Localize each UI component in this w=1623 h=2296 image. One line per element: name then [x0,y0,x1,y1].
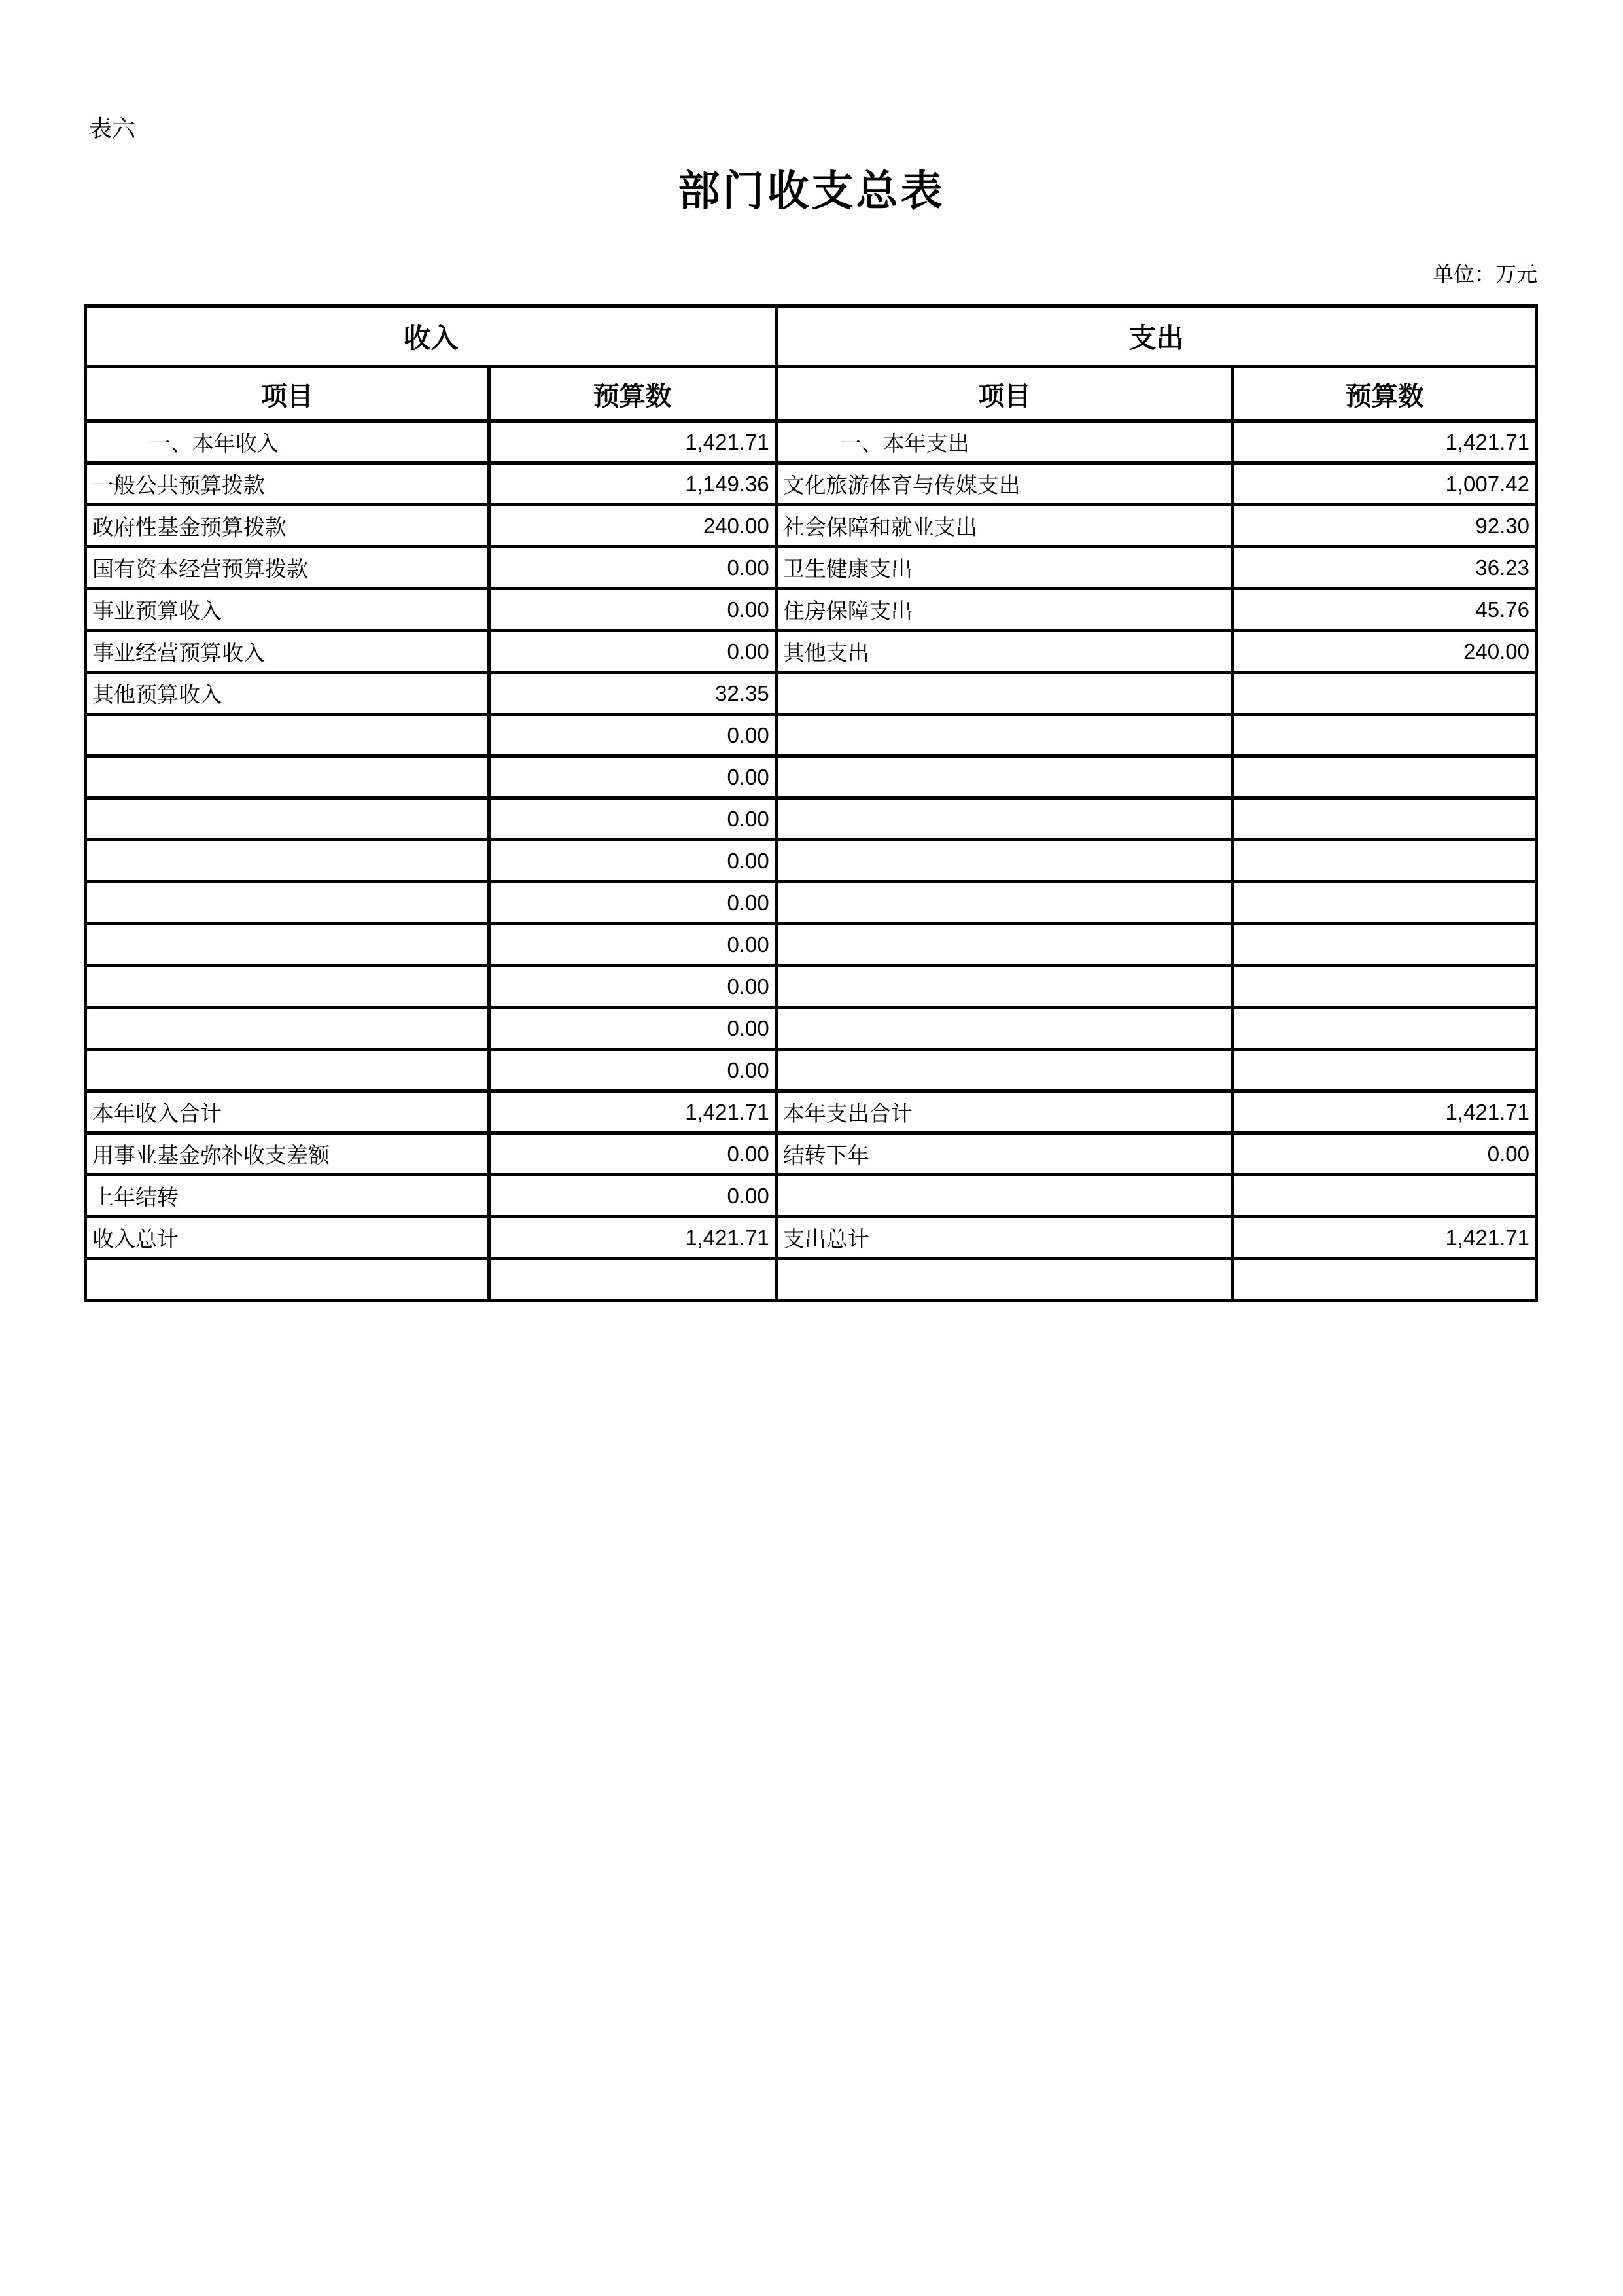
table-row [86,1050,1537,1091]
table-row [86,715,1537,756]
table-row [86,1008,1537,1050]
expense-value-cell [1233,882,1537,924]
expense-value-cell [1233,1175,1537,1217]
expense-value-cell [1233,715,1537,756]
expense-item-cell [776,673,1233,715]
table-number-label: 表六 [88,116,136,142]
income-value-cell: 0.00 [489,547,776,589]
table-row [86,756,1537,798]
table-row [86,882,1537,924]
income-value-cell: 0.00 [489,924,776,966]
expense-value-cell: 1,007.42 [1233,463,1537,505]
expense-value-cell [1233,840,1537,882]
expense-value-cell: 0.00 [1233,1133,1537,1175]
income-value-cell: 0.00 [489,840,776,882]
income-item-cell [86,882,489,924]
income-item-cell [86,924,489,966]
expense-item-cell: 本年支出合计 [776,1091,1233,1133]
income-value-cell: 240.00 [489,505,776,547]
expense-value-cell [1233,1259,1537,1301]
income-value-cell: 0.00 [489,756,776,798]
table-row [86,631,1537,673]
expense-value-cell [1233,966,1537,1008]
income-value-cell: 0.00 [489,798,776,840]
income-item-cell: 一、本年收入 [86,421,489,463]
income-item-cell: 收入总计 [86,1217,489,1259]
expense-item-cell [776,715,1233,756]
income-budget-column-header: 预算数 [489,367,776,421]
expense-value-cell: 1,421.71 [1233,421,1537,463]
income-value-cell: 32.35 [489,673,776,715]
expense-value-cell: 92.30 [1233,505,1537,547]
income-value-cell: 1,421.71 [489,1217,776,1259]
expense-item-cell [776,1008,1233,1050]
income-value-cell: 0.00 [489,631,776,673]
expense-item-cell [776,924,1233,966]
table-row [86,505,1537,547]
income-value-cell: 1,149.36 [489,463,776,505]
income-item-cell [86,1008,489,1050]
expense-item-cell [776,966,1233,1008]
expense-value-cell: 45.76 [1233,589,1537,631]
income-item-cell [86,1050,489,1091]
expense-value-cell [1233,1008,1537,1050]
income-item-cell: 本年收入合计 [86,1091,489,1133]
expense-item-column-header: 项目 [776,367,1233,421]
income-item-cell: 上年结转 [86,1175,489,1217]
income-value-cell: 0.00 [489,1050,776,1091]
table-row [86,1091,1537,1133]
expense-item-cell: 卫生健康支出 [776,547,1233,589]
income-item-cell [86,1259,489,1301]
unit-note: 单位：万元 [1432,262,1537,286]
page-title: 部门收支总表 [678,168,945,215]
income-item-cell [86,756,489,798]
income-item-cell: 用事业基金弥补收支差额 [86,1133,489,1175]
income-value-cell: 0.00 [489,1008,776,1050]
table-row [86,798,1537,840]
income-item-cell: 政府性基金预算拨款 [86,505,489,547]
column-header-row [86,367,1537,421]
expense-item-cell: 支出总计 [776,1217,1233,1259]
table-row [86,1259,1537,1301]
table-row [86,966,1537,1008]
table-body [86,421,1537,1301]
expense-value-cell [1233,756,1537,798]
income-item-cell [86,840,489,882]
expense-budget-column-header: 预算数 [1233,367,1537,421]
expense-value-cell [1233,924,1537,966]
income-item-column-header: 项目 [86,367,489,421]
expense-item-cell [776,798,1233,840]
table-row [86,463,1537,505]
expense-item-cell: 其他支出 [776,631,1233,673]
section-header-row [86,306,1537,367]
income-section-header: 收入 [86,306,777,367]
income-item-cell: 国有资本经营预算拨款 [86,547,489,589]
table-row [86,1175,1537,1217]
income-value-cell: 1,421.71 [489,421,776,463]
income-value-cell [489,1259,776,1301]
expense-item-cell: 社会保障和就业支出 [776,505,1233,547]
budget-summary-table [84,304,1538,1302]
income-value-cell: 1,421.71 [489,1091,776,1133]
income-value-cell: 0.00 [489,1133,776,1175]
income-item-cell: 一般公共预算拨款 [86,463,489,505]
expense-item-cell: 住房保障支出 [776,589,1233,631]
income-item-cell: 事业预算收入 [86,589,489,631]
income-value-cell: 0.00 [489,966,776,1008]
income-value-cell: 0.00 [489,882,776,924]
expense-item-cell: 结转下年 [776,1133,1233,1175]
income-value-cell: 0.00 [489,715,776,756]
expense-item-cell [776,756,1233,798]
income-value-cell: 0.00 [489,589,776,631]
expense-item-cell: 一、本年支出 [776,421,1233,463]
table-row [86,1217,1537,1259]
expense-item-cell [776,1050,1233,1091]
expense-value-cell: 1,421.71 [1233,1091,1537,1133]
income-value-cell: 0.00 [489,1175,776,1217]
expense-item-cell [776,1259,1233,1301]
income-item-cell: 事业经营预算收入 [86,631,489,673]
table-row [86,840,1537,882]
expense-value-cell: 240.00 [1233,631,1537,673]
table-row [86,421,1537,463]
table-row [86,547,1537,589]
expense-value-cell: 36.23 [1233,547,1537,589]
expense-value-cell [1233,673,1537,715]
table-row [86,924,1537,966]
income-item-cell: 其他预算收入 [86,673,489,715]
expense-item-cell: 文化旅游体育与传媒支出 [776,463,1233,505]
expense-item-cell [776,840,1233,882]
table-row [86,589,1537,631]
expense-section-header: 支出 [776,306,1536,367]
expense-item-cell [776,882,1233,924]
income-item-cell [86,966,489,1008]
expense-value-cell: 1,421.71 [1233,1217,1537,1259]
expense-item-cell [776,1175,1233,1217]
expense-value-cell [1233,798,1537,840]
income-item-cell [86,798,489,840]
table-row [86,1133,1537,1175]
expense-value-cell [1233,1050,1537,1091]
income-item-cell [86,715,489,756]
table-row [86,673,1537,715]
